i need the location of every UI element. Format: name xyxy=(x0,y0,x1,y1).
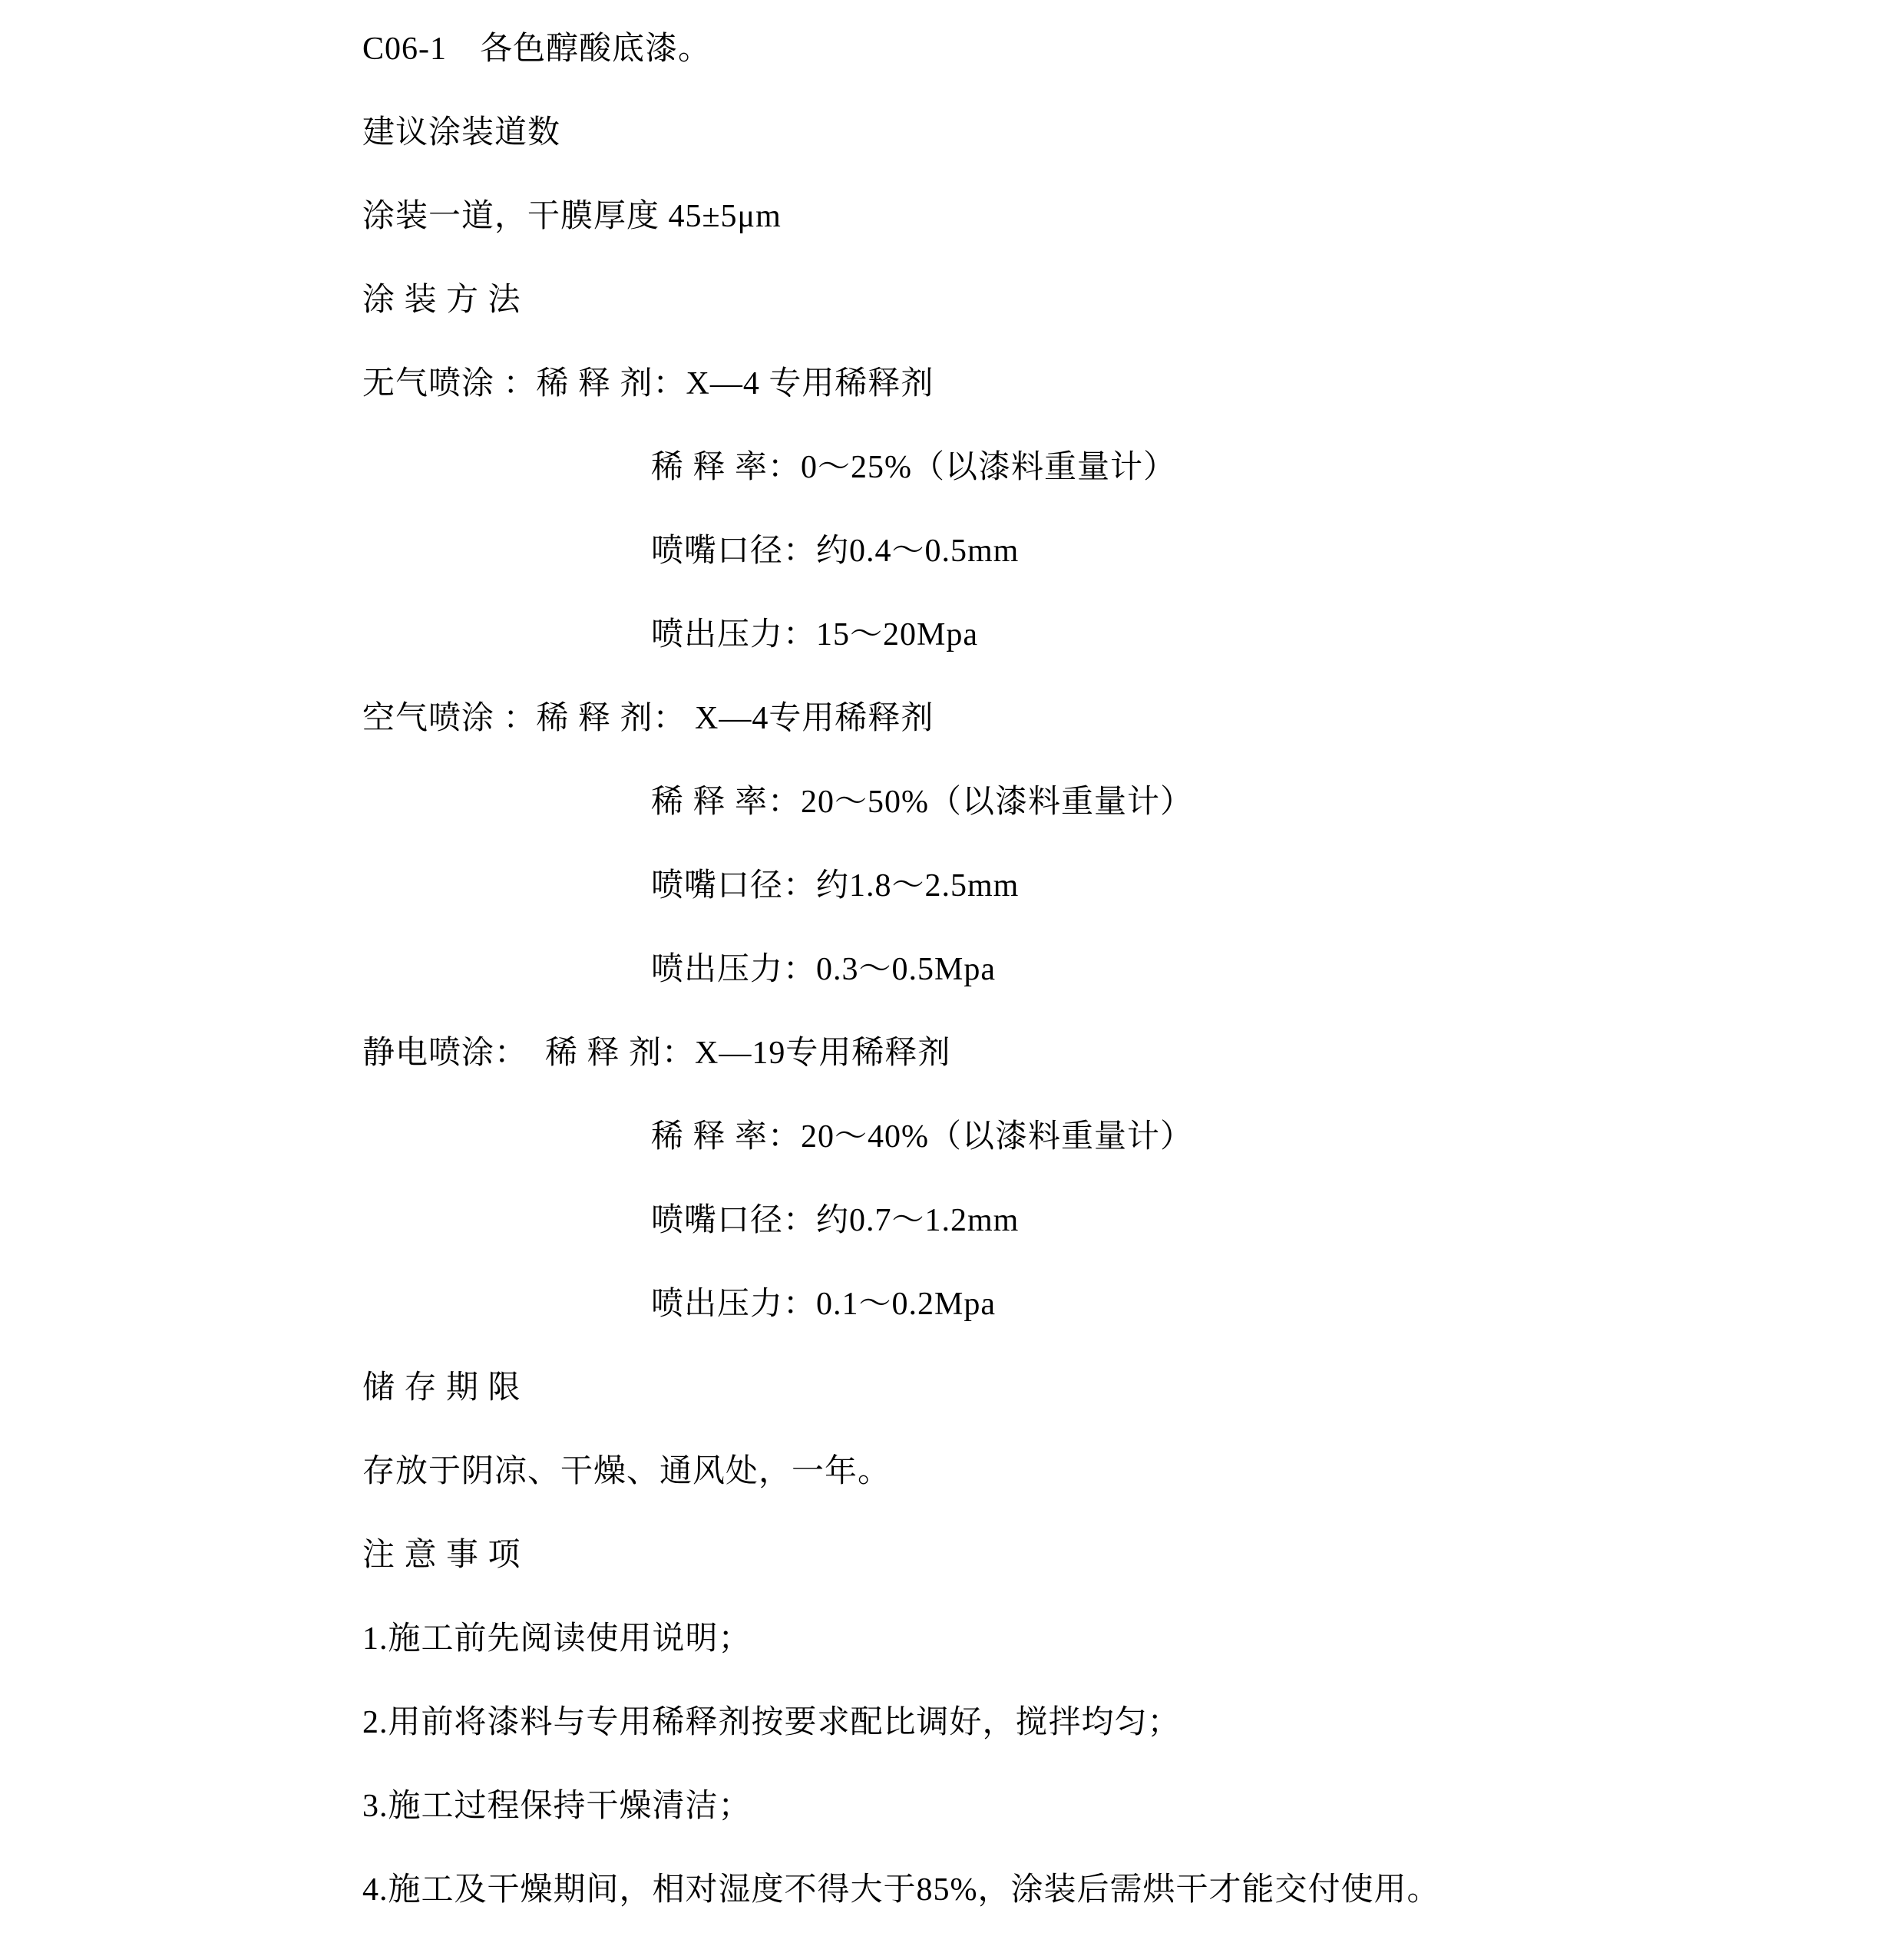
storage-period-heading: 储 存 期 限 xyxy=(362,1370,521,1406)
airless-spray-pressure-line: 喷出压力：15～20Mpa xyxy=(651,617,978,653)
air-nozzle-diameter-line: 喷嘴口径：约1.8～2.5mm xyxy=(651,868,1020,904)
note-item-2: 2.用前将漆料与专用稀释剂按要求配比调好，搅拌均匀； xyxy=(362,1705,1181,1740)
airless-spray-thinner-line: 无气喷涂 ：稀 释 剂：X—4 专用稀释剂 xyxy=(362,366,934,401)
recommended-coats-heading: 建议涂装道数 xyxy=(362,115,561,150)
air-spray-pressure-line: 喷出压力：0.3～0.5Mpa xyxy=(651,952,996,987)
storage-conditions-line: 存放于阴凉、干燥、通风处，一年。 xyxy=(362,1454,891,1489)
air-spray-thinner-line: 空气喷涂 ：稀 释 剂： X—4专用稀释剂 xyxy=(362,701,934,736)
precautions-heading: 注 意 事 项 xyxy=(362,1538,521,1573)
airless-nozzle-diameter-line: 喷嘴口径：约0.4～0.5mm xyxy=(651,534,1020,569)
note-item-4: 4.施工及干燥期间，相对湿度不得大于85%，涂装后需烘干才能交付使用。 xyxy=(362,1872,1440,1908)
application-method-heading: 涂 装 方 法 xyxy=(362,282,521,318)
electrostatic-dilution-rate-line: 稀 释 率：20～40%（以漆料重量计） xyxy=(651,1119,1193,1155)
coats-dry-film-thickness-line: 涂装一道，干膜厚度 45±5μm xyxy=(362,199,782,234)
note-item-1: 1.施工前先阅读使用说明； xyxy=(362,1621,752,1657)
electrostatic-nozzle-diameter-line: 喷嘴口径：约0.7～1.2mm xyxy=(651,1203,1020,1238)
airless-dilution-rate-line: 稀 释 率：0～25%（以漆料重量计） xyxy=(651,450,1176,485)
note-item-3: 3.施工过程保持干燥清洁； xyxy=(362,1789,752,1824)
electrostatic-spray-thinner-line: 静电喷涂： 稀 释 剂：X—19专用稀释剂 xyxy=(362,1036,951,1071)
product-code-title-line: C06-1 各色醇酸底漆。 xyxy=(362,31,712,67)
electrostatic-spray-pressure-line: 喷出压力：0.1～0.2Mpa xyxy=(651,1287,996,1322)
air-dilution-rate-line: 稀 释 率：20～50%（以漆料重量计） xyxy=(651,785,1193,820)
